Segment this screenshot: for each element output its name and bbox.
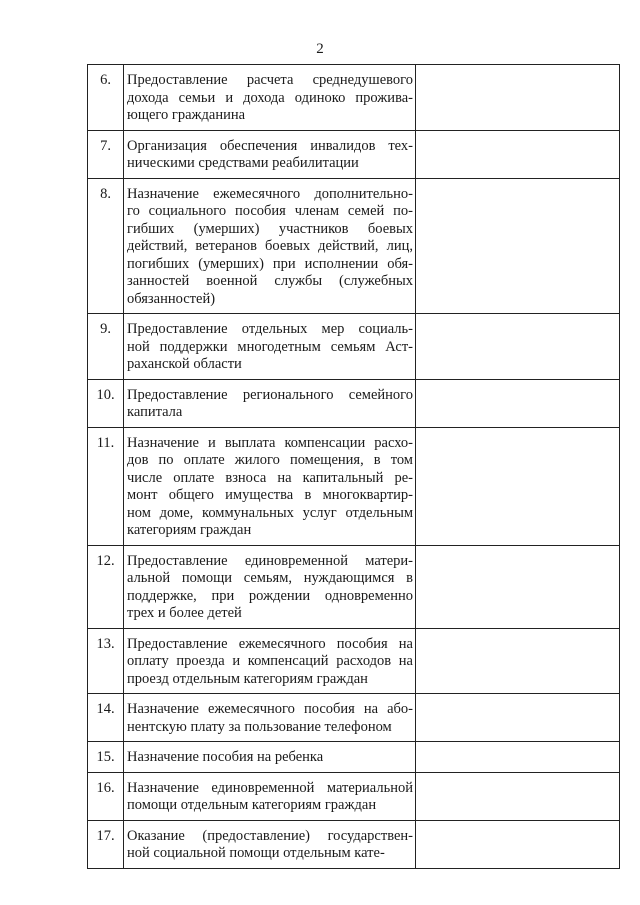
empty-cell (416, 820, 620, 868)
service-name-line: раханской области (127, 356, 242, 372)
service-name-line: Предоставление отдельных мер социаль- (127, 321, 413, 337)
empty-cell (416, 314, 620, 380)
service-name (124, 130, 416, 178)
service-name-line: Предоставление единовременной матери- (127, 552, 413, 569)
row-number: 6. (88, 65, 124, 131)
service-name (124, 820, 416, 868)
service-name-line: трех и более детей (127, 605, 242, 621)
service-name-line: поддержке, при рождении одновременно (127, 587, 413, 604)
services-table-body (88, 65, 620, 869)
service-name-line: дохода семьи и дохода одиноко прожива- (127, 89, 413, 106)
empty-cell (416, 742, 620, 773)
service-name (124, 694, 416, 742)
service-name (124, 772, 416, 820)
service-name-line: дов по оплате жилого помещения, в том (127, 452, 413, 468)
service-name (124, 628, 416, 694)
empty-cell (416, 178, 620, 314)
service-name-line: Назначение пособия на ребенка (127, 749, 324, 765)
service-name-line: гибших (умерших) участников боевых (127, 220, 413, 237)
service-name-line: Назначение ежемесячного дополнительно- (127, 185, 413, 202)
service-name-line: проезд отдельным категориям граждан (127, 670, 368, 687)
page-number: 2 (316, 41, 324, 57)
service-name-line: погибших (умерших) при исполнении обя- (127, 255, 413, 272)
table-row (88, 628, 620, 694)
empty-cell (416, 545, 620, 628)
service-name (124, 314, 416, 380)
service-name-line: капитала (127, 404, 183, 420)
table-row (88, 742, 620, 773)
service-name-line: числе оплате взноса на капитальный ре- (127, 469, 413, 486)
service-name-line: Назначение единовременной материальной (127, 779, 413, 796)
empty-cell (416, 628, 620, 694)
service-name-line: действий, ветеранов боевых действий, лиц, (127, 238, 413, 254)
empty-cell (416, 694, 620, 742)
service-name-line: Организация обеспечения инвалидов тех- (127, 137, 413, 154)
row-number: 8. (88, 178, 124, 314)
table-row (88, 314, 620, 380)
empty-cell (416, 772, 620, 820)
row-number: 12. (88, 545, 124, 628)
table-row (88, 694, 620, 742)
service-name-line: обязанностей) (127, 290, 216, 307)
services-table (87, 64, 620, 869)
service-name (124, 178, 416, 314)
service-name-line: ном доме, коммунальных услуг отдельным (127, 504, 413, 521)
service-name (124, 65, 416, 131)
service-name-line: ющего гражданина (127, 107, 246, 123)
service-name (124, 427, 416, 545)
service-name-line: Предоставление расчета среднедушевого (127, 72, 413, 88)
row-number: 7. (88, 130, 124, 178)
service-name-line: оплату проезда и компенсаций расходов на (127, 653, 413, 669)
service-name-line: Назначение ежемесячного пособия на або- (127, 701, 413, 717)
row-number: 10. (88, 379, 124, 427)
service-name-line: категориям граждан (127, 522, 252, 538)
row-number: 11. (88, 427, 124, 545)
service-name-line: Предоставление ежемесячного пособия на (127, 635, 413, 652)
row-number: 9. (88, 314, 124, 380)
service-name-line: го социального пособия членам семей по- (127, 203, 413, 219)
service-name-line: занностей военной службы (служебных (127, 273, 413, 289)
table-row (88, 772, 620, 820)
table-row (88, 379, 620, 427)
service-name-line: Предоставление регионального семейного (127, 386, 413, 403)
row-number: 13. (88, 628, 124, 694)
service-name-line: ной социальной помощи отдельным кате- (127, 845, 385, 861)
service-name-line: альной помощи семьям, нуждающимся в (127, 570, 413, 586)
row-number: 16. (88, 772, 124, 820)
row-number: 17. (88, 820, 124, 868)
service-name (124, 379, 416, 427)
empty-cell (416, 130, 620, 178)
table-row (88, 130, 620, 178)
service-name (124, 545, 416, 628)
row-number: 14. (88, 694, 124, 742)
table-row (88, 178, 620, 314)
empty-cell (416, 427, 620, 545)
service-name-line: помощи отдельным категориям граждан (127, 797, 377, 813)
table-row (88, 65, 620, 131)
table-row (88, 427, 620, 545)
service-name-line: монт общего имущества в многоквартир- (127, 487, 413, 503)
table-row (88, 820, 620, 868)
row-number: 15. (88, 742, 124, 773)
service-name-line: ническими средствами реабилитации (127, 155, 359, 171)
empty-cell (416, 65, 620, 131)
empty-cell (416, 379, 620, 427)
service-name-line: Оказание (предоставление) государствен- (127, 827, 413, 844)
service-name-line: Назначение и выплата компенсации расхо- (127, 434, 413, 451)
table-row (88, 545, 620, 628)
service-name (124, 742, 416, 773)
service-name-line: нентскую плату за пользование телефоном (127, 718, 392, 735)
service-name-line: ной поддержки многодетным семьям Аст- (127, 338, 413, 355)
